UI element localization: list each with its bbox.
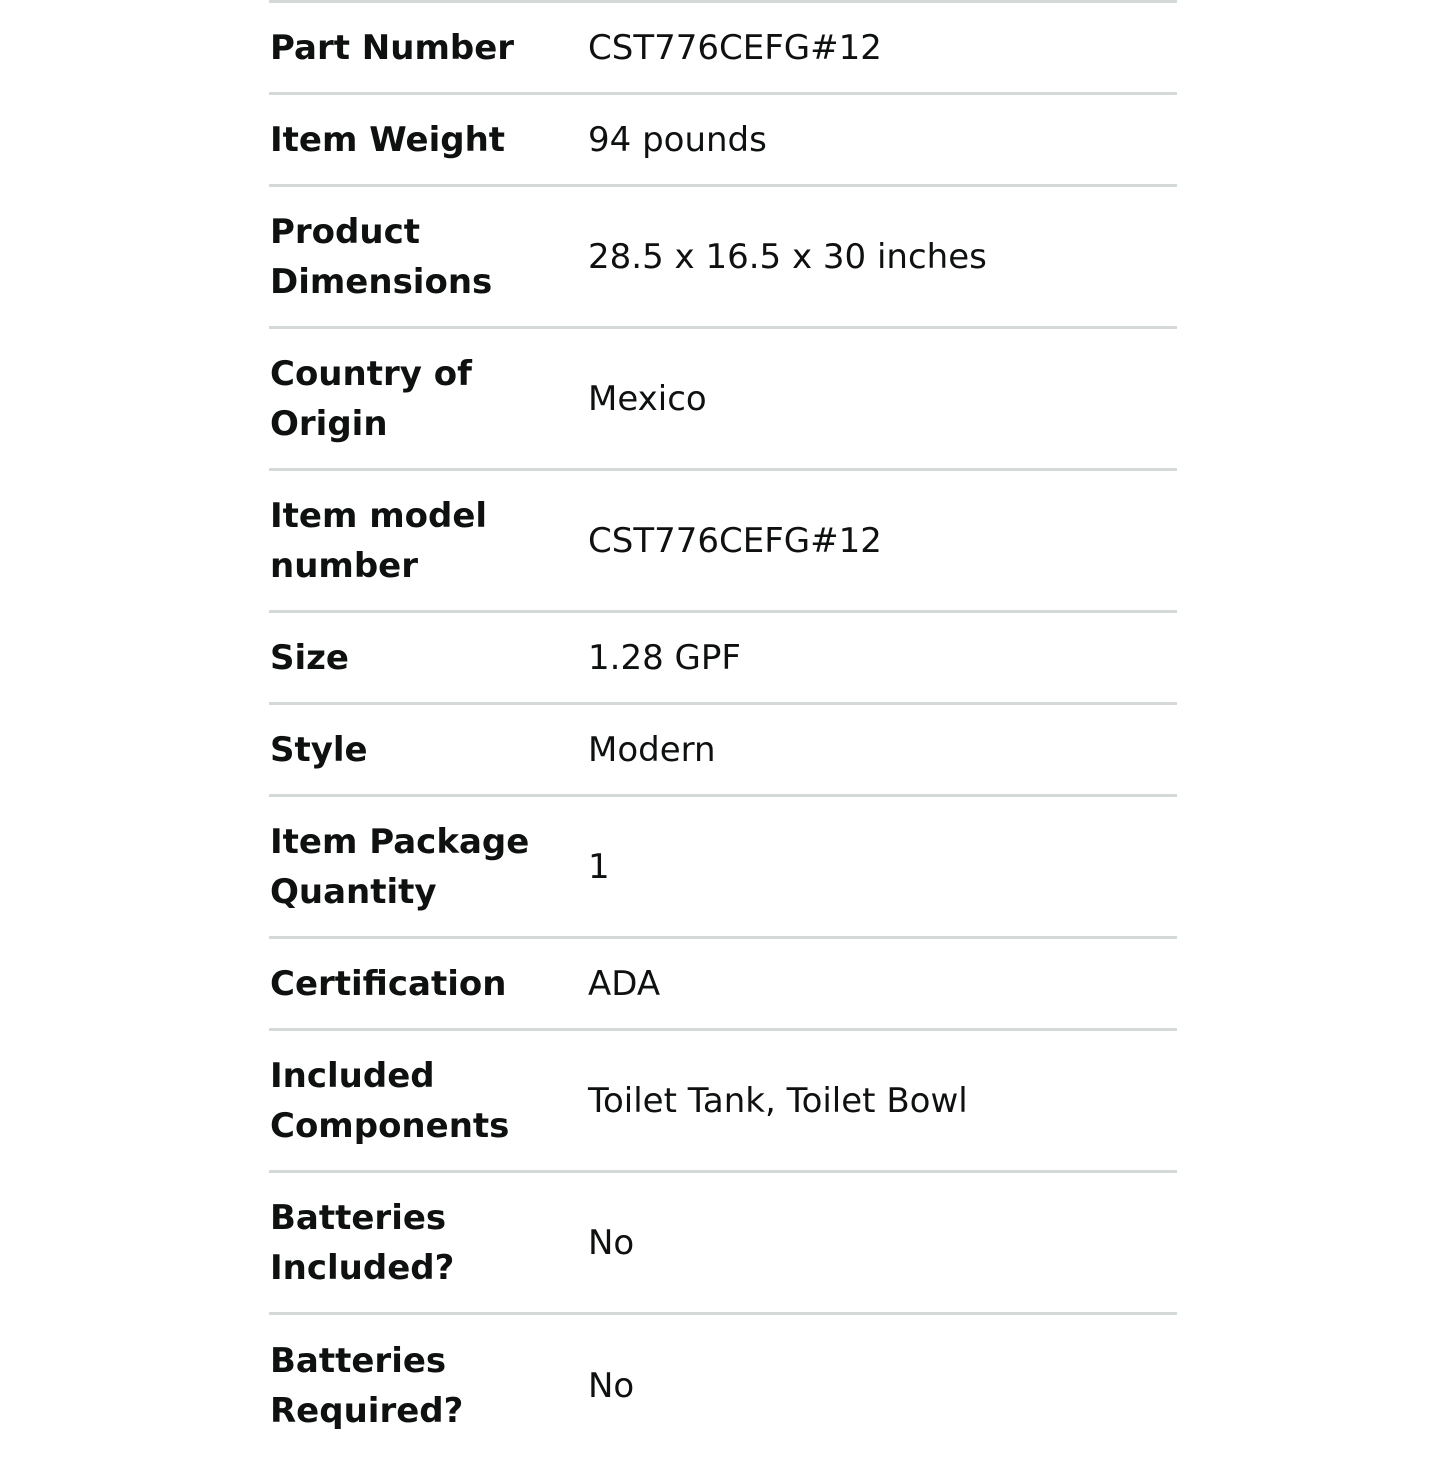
spec-row-product-dimensions (269, 187, 1177, 329)
spec-label: Item Weight (270, 119, 506, 160)
spec-row-item-model-number (269, 471, 1177, 613)
spec-value: No (588, 1366, 635, 1406)
spec-value: 94 pounds (588, 119, 767, 160)
spec-value: Modern (588, 729, 716, 770)
spec-row-batteries-required (269, 1315, 1177, 1457)
spec-row-part-number (269, 3, 1177, 95)
spec-value: 1 (588, 846, 610, 887)
spec-value: Toilet Tank, Toilet Bowl (588, 1080, 968, 1121)
spec-label: Style (270, 729, 368, 770)
spec-row-size (269, 613, 1177, 705)
spec-value: ADA (588, 963, 661, 1004)
spec-value: 1.28 GPF (588, 637, 741, 678)
spec-value: 28.5 x 16.5 x 30 inches (588, 236, 987, 277)
spec-value: CST776CEFG#12 (588, 520, 882, 561)
spec-row-item-package-quantity (269, 797, 1177, 939)
spec-label: Country of Origin (270, 353, 472, 444)
spec-label: Size (270, 637, 349, 678)
spec-label: Part Number (270, 27, 515, 68)
spec-label: Batteries Required? (270, 1341, 464, 1431)
spec-row-certification (269, 939, 1177, 1031)
spec-value: No (588, 1222, 635, 1263)
spec-row-item-weight (269, 95, 1177, 187)
spec-row-country-of-origin (269, 329, 1177, 471)
spec-label: Batteries Included? (270, 1197, 455, 1288)
product-specs-table (269, 0, 1177, 1457)
spec-row-style (269, 705, 1177, 797)
spec-label: Item model number (270, 495, 488, 586)
spec-label: Item Package Quantity (270, 821, 530, 912)
spec-row-batteries-included (269, 1173, 1177, 1315)
spec-label: Included Components (270, 1055, 510, 1146)
spec-value: CST776CEFG#12 (588, 27, 882, 68)
spec-row-included-components (269, 1031, 1177, 1173)
spec-label: Certification (270, 963, 507, 1004)
spec-label: Product Dimensions (270, 211, 493, 302)
spec-value: Mexico (588, 378, 707, 419)
